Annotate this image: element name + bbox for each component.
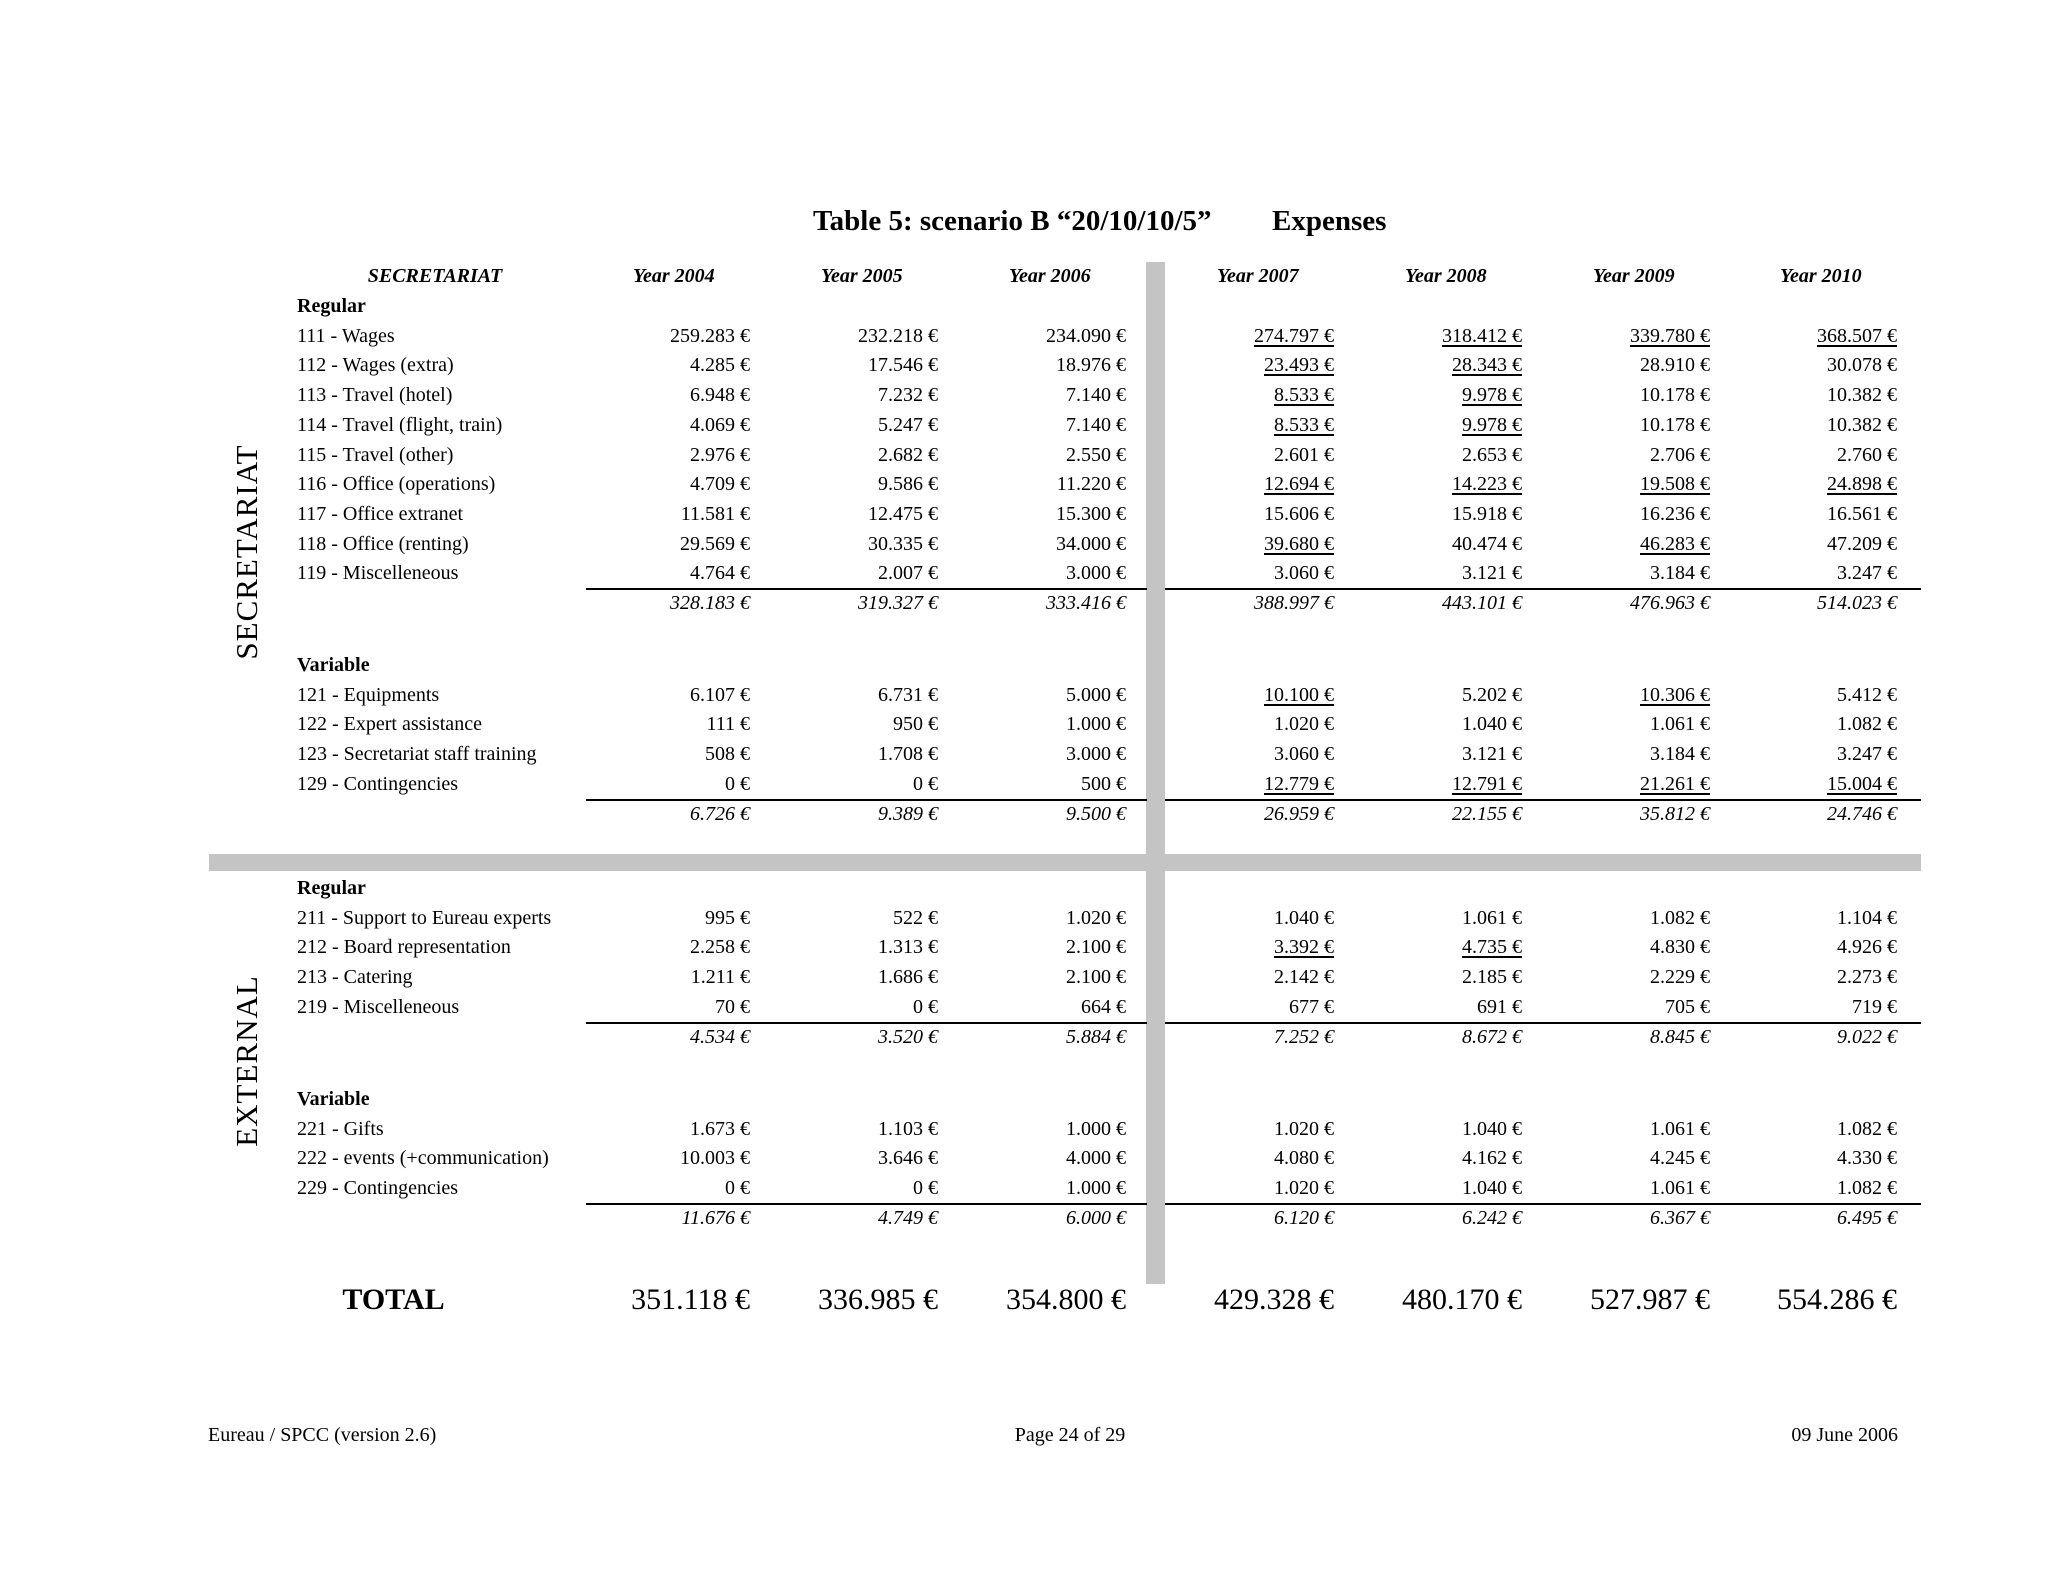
cell-value: 677 €	[1289, 995, 1334, 1018]
subtotal-value: 319.327 €	[858, 592, 938, 614]
cell-value: 2.007 €	[878, 562, 938, 585]
cell-value: 1.082 €	[1837, 1117, 1897, 1140]
cell-value: 1.104 €	[1837, 906, 1897, 929]
cell-value: 1.061 €	[1650, 1117, 1710, 1140]
cell-value: 3.392 €	[1274, 936, 1334, 959]
cell-value: 11.220 €	[1056, 473, 1126, 496]
subtotal-rule	[586, 588, 1147, 590]
cell-value: 10.306 €	[1640, 683, 1710, 706]
cell-value: 500 €	[1081, 772, 1126, 795]
row-label: 121 - Equipments	[297, 683, 440, 706]
cell-value: 21.261 €	[1640, 772, 1710, 795]
subtotal-value: 8.845 €	[1650, 1025, 1710, 1048]
cell-value: 995 €	[705, 906, 750, 929]
table-row	[0, 770, 2048, 799]
cell-value: 3.184 €	[1650, 562, 1710, 585]
cell-value: 9.586 €	[878, 473, 938, 496]
cell-value: 3.121 €	[1462, 562, 1522, 585]
cell-value: 2.653 €	[1462, 443, 1522, 466]
cell-value: 1.020 €	[1274, 1177, 1334, 1200]
header-year: Year 2008	[1405, 265, 1487, 287]
subtotal-value: 9.022 €	[1837, 1025, 1897, 1048]
cell-value: 1.040 €	[1462, 1177, 1522, 1200]
subtotal-value: 9.389 €	[878, 802, 938, 825]
cell-value: 12.475 €	[868, 502, 938, 525]
row-label: 116 - Office (operations)	[297, 473, 496, 496]
cell-value: 1.211 €	[690, 966, 750, 989]
cell-value: 40.474 €	[1452, 532, 1522, 555]
cell-value: 30.335 €	[868, 532, 938, 555]
cell-value: 4.735 €	[1462, 936, 1522, 959]
section-label-secretariat: SECRETARIAT	[229, 444, 264, 660]
subtotal-row	[0, 1204, 2048, 1233]
table-row	[0, 993, 2048, 1022]
cell-value: 11.581 €	[680, 502, 750, 525]
cell-value: 12.779 €	[1264, 772, 1334, 795]
subtotal-value: 328.183 €	[670, 592, 750, 614]
cell-value: 46.283 €	[1640, 532, 1710, 555]
table-row	[0, 1144, 2048, 1173]
cell-value: 5.000 €	[1066, 683, 1126, 706]
cell-value: 12.791 €	[1452, 772, 1522, 795]
cell-value: 0 €	[913, 995, 938, 1018]
group-title: Regular	[297, 295, 366, 317]
cell-value: 1.000 €	[1066, 1117, 1126, 1140]
cell-value: 23.493 €	[1264, 354, 1334, 377]
cell-value: 1.040 €	[1462, 713, 1522, 736]
total-value: 527.987 €	[1590, 1283, 1710, 1316]
subtotal-value: 6.242 €	[1462, 1206, 1522, 1229]
header-year: Year 2010	[1780, 265, 1862, 287]
cell-value: 2.142 €	[1274, 966, 1334, 989]
row-label: 117 - Office extranet	[297, 502, 464, 525]
cell-value: 3.247 €	[1837, 743, 1897, 766]
header-label: SECRETARIAT	[367, 265, 503, 287]
subtotal-rule	[586, 1203, 1147, 1205]
cell-value: 16.236 €	[1640, 502, 1710, 525]
cell-value: 3.060 €	[1274, 743, 1334, 766]
cell-value: 1.040 €	[1274, 906, 1334, 929]
section-label-external: EXTERNAL	[229, 975, 264, 1147]
group-title: Variable	[297, 1088, 370, 1110]
cell-value: 10.178 €	[1640, 384, 1710, 407]
cell-value: 7.140 €	[1066, 384, 1126, 407]
cell-value: 2.760 €	[1837, 443, 1897, 466]
cell-value: 3.646 €	[878, 1147, 938, 1170]
cell-value: 7.140 €	[1066, 413, 1126, 436]
cell-value: 259.283 €	[670, 324, 750, 347]
group-title-row	[0, 651, 2048, 680]
table-row	[0, 1115, 2048, 1144]
cell-value: 4.830 €	[1650, 936, 1710, 959]
cell-value: 14.223 €	[1452, 473, 1522, 496]
row-label: 229 - Contingencies	[297, 1177, 459, 1200]
cell-value: 339.780 €	[1630, 324, 1710, 347]
subtotal-value: 26.959 €	[1264, 802, 1334, 825]
cell-value: 12.694 €	[1264, 473, 1334, 496]
cell-value: 3.000 €	[1066, 743, 1126, 766]
table-row	[0, 963, 2048, 992]
cell-value: 9.978 €	[1462, 384, 1522, 407]
cell-value: 4.080 €	[1274, 1147, 1334, 1170]
subtotal-value: 3.520 €	[878, 1025, 938, 1048]
cell-value: 15.300 €	[1056, 502, 1126, 525]
subtotal-value: 6.120 €	[1274, 1206, 1334, 1229]
row-label: 115 - Travel (other)	[297, 443, 454, 466]
cell-value: 15.004 €	[1827, 772, 1897, 795]
cell-value: 0 €	[725, 772, 750, 795]
table-row	[0, 351, 2048, 380]
group-title: Variable	[297, 654, 370, 676]
group-title: Regular	[297, 877, 366, 899]
cell-value: 508 €	[705, 743, 750, 766]
header-year: Year 2004	[633, 265, 715, 287]
row-label: 212 - Board representation	[297, 936, 511, 959]
subtotal-value: 9.500 €	[1066, 802, 1126, 825]
cell-value: 0 €	[913, 772, 938, 795]
cell-value: 664 €	[1081, 995, 1126, 1018]
row-label: 112 - Wages (extra)	[297, 354, 454, 377]
row-label: 221 - Gifts	[297, 1117, 384, 1140]
cell-value: 4.709 €	[690, 473, 750, 496]
row-label: 113 - Travel (hotel)	[297, 384, 453, 407]
table-row	[0, 381, 2048, 410]
cell-value: 4.764 €	[690, 562, 750, 585]
cell-value: 1.020 €	[1274, 1117, 1334, 1140]
cell-value: 1.061 €	[1462, 906, 1522, 929]
table-row	[0, 411, 2048, 440]
cell-value: 6.107 €	[690, 683, 750, 706]
cell-value: 318.412 €	[1442, 324, 1522, 347]
subtotal-rule	[1165, 799, 1921, 801]
header-year: Year 2006	[1009, 265, 1091, 287]
table-row	[0, 500, 2048, 529]
group-title-row	[0, 1085, 2048, 1114]
cell-value: 3.247 €	[1837, 562, 1897, 585]
table-row	[0, 441, 2048, 470]
subtotal-row	[0, 800, 2048, 829]
cell-value: 3.000 €	[1066, 562, 1126, 585]
subtotal-rule	[1165, 1203, 1921, 1205]
subtotal-value: 6.000 €	[1066, 1206, 1126, 1229]
row-label: 111 - Wages	[297, 324, 395, 347]
table-row	[0, 710, 2048, 739]
cell-value: 522 €	[893, 906, 938, 929]
row-label: 222 - events (+communication)	[297, 1147, 549, 1170]
subtotal-value: 8.672 €	[1462, 1025, 1522, 1048]
cell-value: 1.686 €	[878, 966, 938, 989]
cell-value: 4.069 €	[690, 413, 750, 436]
cell-value: 15.918 €	[1452, 502, 1522, 525]
table-title	[0, 205, 2048, 245]
table-row	[0, 470, 2048, 499]
row-label: 211 - Support to Eureau experts	[297, 906, 552, 929]
table-row	[0, 904, 2048, 933]
subtotal-rule	[586, 799, 1147, 801]
subtotal-value: 35.812 €	[1640, 802, 1710, 825]
total-row	[0, 1278, 2048, 1322]
cell-value: 1.103 €	[878, 1117, 938, 1140]
cell-value: 29.569 €	[680, 532, 750, 555]
header-year: Year 2007	[1217, 265, 1299, 287]
cell-value: 15.606 €	[1264, 502, 1334, 525]
cell-value: 28.910 €	[1640, 354, 1710, 377]
cell-value: 2.706 €	[1650, 443, 1710, 466]
cell-value: 1.082 €	[1837, 1177, 1897, 1200]
cell-value: 9.978 €	[1462, 413, 1522, 436]
cell-value: 4.330 €	[1837, 1147, 1897, 1170]
footer-page-number: Page 24 of 29	[1014, 1424, 1126, 1446]
cell-value: 18.976 €	[1056, 354, 1126, 377]
subtotal-value: 7.252 €	[1274, 1025, 1334, 1048]
cell-value: 1.000 €	[1066, 1177, 1126, 1200]
cell-value: 6.731 €	[878, 683, 938, 706]
cell-value: 234.090 €	[1046, 324, 1126, 347]
cell-value: 232.218 €	[858, 324, 938, 347]
total-value: 351.118 €	[631, 1283, 750, 1316]
table-row	[0, 933, 2048, 962]
subtotal-row	[0, 1023, 2048, 1052]
cell-value: 10.003 €	[680, 1147, 750, 1170]
cell-value: 3.184 €	[1650, 743, 1710, 766]
cell-value: 1.082 €	[1837, 713, 1897, 736]
cell-value: 274.797 €	[1254, 324, 1334, 347]
cell-value: 24.898 €	[1827, 473, 1897, 496]
subtotal-rule	[1165, 1022, 1921, 1024]
table-title-side: Expenses	[1272, 205, 1387, 237]
cell-value: 10.382 €	[1827, 413, 1897, 436]
cell-value: 111 €	[706, 713, 750, 736]
section-divider-bar	[209, 854, 1921, 871]
cell-value: 7.232 €	[878, 384, 938, 407]
cell-value: 2.100 €	[1066, 966, 1126, 989]
subtotal-value: 514.023 €	[1817, 592, 1897, 614]
cell-value: 30.078 €	[1827, 354, 1897, 377]
cell-value: 2.550 €	[1066, 443, 1126, 466]
table-row	[0, 740, 2048, 769]
row-label: 213 - Catering	[297, 966, 413, 989]
table-row	[0, 1174, 2048, 1203]
cell-value: 3.121 €	[1462, 743, 1522, 766]
table-title-main: Table 5: scenario B “20/10/10/5”	[813, 205, 1212, 237]
cell-value: 10.178 €	[1640, 413, 1710, 436]
subtotal-row	[0, 589, 2048, 618]
cell-value: 2.273 €	[1837, 966, 1897, 989]
cell-value: 4.000 €	[1066, 1147, 1126, 1170]
cell-value: 0 €	[725, 1177, 750, 1200]
cell-value: 1.020 €	[1066, 906, 1126, 929]
cell-value: 4.926 €	[1837, 936, 1897, 959]
subtotal-value: 5.884 €	[1066, 1025, 1126, 1048]
group-title-row	[0, 874, 2048, 903]
total-value: 336.985 €	[818, 1283, 938, 1316]
subtotal-value: 6.726 €	[690, 802, 750, 825]
cell-value: 2.976 €	[690, 443, 750, 466]
total-value: 554.286 €	[1777, 1283, 1897, 1316]
cell-value: 1.673 €	[690, 1117, 750, 1140]
group-title-row	[0, 292, 2048, 321]
subtotal-value: 6.367 €	[1650, 1206, 1710, 1229]
cell-value: 6.948 €	[690, 384, 750, 407]
subtotal-value: 476.963 €	[1630, 592, 1710, 614]
cell-value: 1.061 €	[1650, 713, 1710, 736]
header-row	[0, 262, 2048, 291]
cell-value: 0 €	[913, 1177, 938, 1200]
cell-value: 5.412 €	[1837, 683, 1897, 706]
subtotal-value: 388.997 €	[1254, 592, 1334, 614]
cell-value: 1.708 €	[878, 743, 938, 766]
cell-value: 2.601 €	[1274, 443, 1334, 466]
total-label: TOTAL	[342, 1283, 445, 1316]
table-row	[0, 322, 2048, 351]
cell-value: 2.100 €	[1066, 936, 1126, 959]
cell-value: 34.000 €	[1056, 532, 1126, 555]
table-row	[0, 681, 2048, 710]
total-value: 354.800 €	[1006, 1283, 1126, 1316]
cell-value: 3.060 €	[1274, 562, 1334, 585]
cell-value: 47.209 €	[1827, 532, 1897, 555]
cell-value: 368.507 €	[1817, 324, 1897, 347]
cell-value: 2.185 €	[1462, 966, 1522, 989]
cell-value: 19.508 €	[1640, 473, 1710, 496]
footer-date: 09 June 2006	[1791, 1424, 1898, 1446]
cell-value: 5.247 €	[878, 413, 938, 436]
cell-value: 950 €	[893, 713, 938, 736]
subtotal-rule	[586, 1022, 1147, 1024]
footer-document-id: Eureau / SPCC (version 2.6)	[208, 1424, 437, 1446]
row-label: 123 - Secretariat staff training	[297, 743, 537, 766]
subtotal-value: 11.676 €	[681, 1206, 750, 1229]
cell-value: 17.546 €	[868, 354, 938, 377]
cell-value: 8.533 €	[1274, 384, 1334, 407]
cell-value: 1.020 €	[1274, 713, 1334, 736]
table-row	[0, 530, 2048, 559]
cell-value: 1.082 €	[1650, 906, 1710, 929]
cell-value: 16.561 €	[1827, 502, 1897, 525]
cell-value: 4.245 €	[1650, 1147, 1710, 1170]
cell-value: 10.382 €	[1827, 384, 1897, 407]
row-label: 118 - Office (renting)	[297, 532, 469, 555]
cell-value: 2.229 €	[1650, 966, 1710, 989]
subtotal-value: 333.416 €	[1046, 592, 1126, 614]
row-label: 219 - Miscelleneous	[297, 995, 460, 1018]
cell-value: 5.202 €	[1462, 683, 1522, 706]
cell-value: 70 €	[715, 995, 750, 1018]
cell-value: 10.100 €	[1264, 683, 1334, 706]
cell-value: 8.533 €	[1274, 413, 1334, 436]
cell-value: 1.061 €	[1650, 1177, 1710, 1200]
subtotal-value: 4.534 €	[690, 1025, 750, 1048]
cell-value: 719 €	[1852, 995, 1897, 1018]
cell-value: 705 €	[1665, 995, 1710, 1018]
cell-value: 1.000 €	[1066, 713, 1126, 736]
subtotal-rule	[1165, 588, 1921, 590]
subtotal-value: 6.495 €	[1837, 1206, 1897, 1229]
cell-value: 2.258 €	[690, 936, 750, 959]
subtotal-value: 443.101 €	[1442, 592, 1522, 614]
cell-value: 2.682 €	[878, 443, 938, 466]
cell-value: 39.680 €	[1264, 532, 1334, 555]
cell-value: 1.040 €	[1462, 1117, 1522, 1140]
cell-value: 1.313 €	[878, 936, 938, 959]
cell-value: 4.285 €	[690, 354, 750, 377]
row-label: 119 - Miscelleneous	[297, 562, 459, 585]
subtotal-value: 24.746 €	[1827, 802, 1897, 825]
table-row	[0, 559, 2048, 588]
total-value: 429.328 €	[1214, 1283, 1334, 1316]
cell-value: 4.162 €	[1462, 1147, 1522, 1170]
row-label: 114 - Travel (flight, train)	[297, 413, 503, 436]
row-label: 122 - Expert assistance	[297, 713, 482, 736]
total-value: 480.170 €	[1402, 1283, 1522, 1316]
cell-value: 28.343 €	[1452, 354, 1522, 377]
header-year: Year 2005	[821, 265, 903, 287]
header-year: Year 2009	[1593, 265, 1675, 287]
cell-value: 691 €	[1477, 995, 1522, 1018]
subtotal-value: 4.749 €	[878, 1206, 938, 1229]
row-label: 129 - Contingencies	[297, 772, 459, 795]
subtotal-value: 22.155 €	[1452, 802, 1522, 825]
